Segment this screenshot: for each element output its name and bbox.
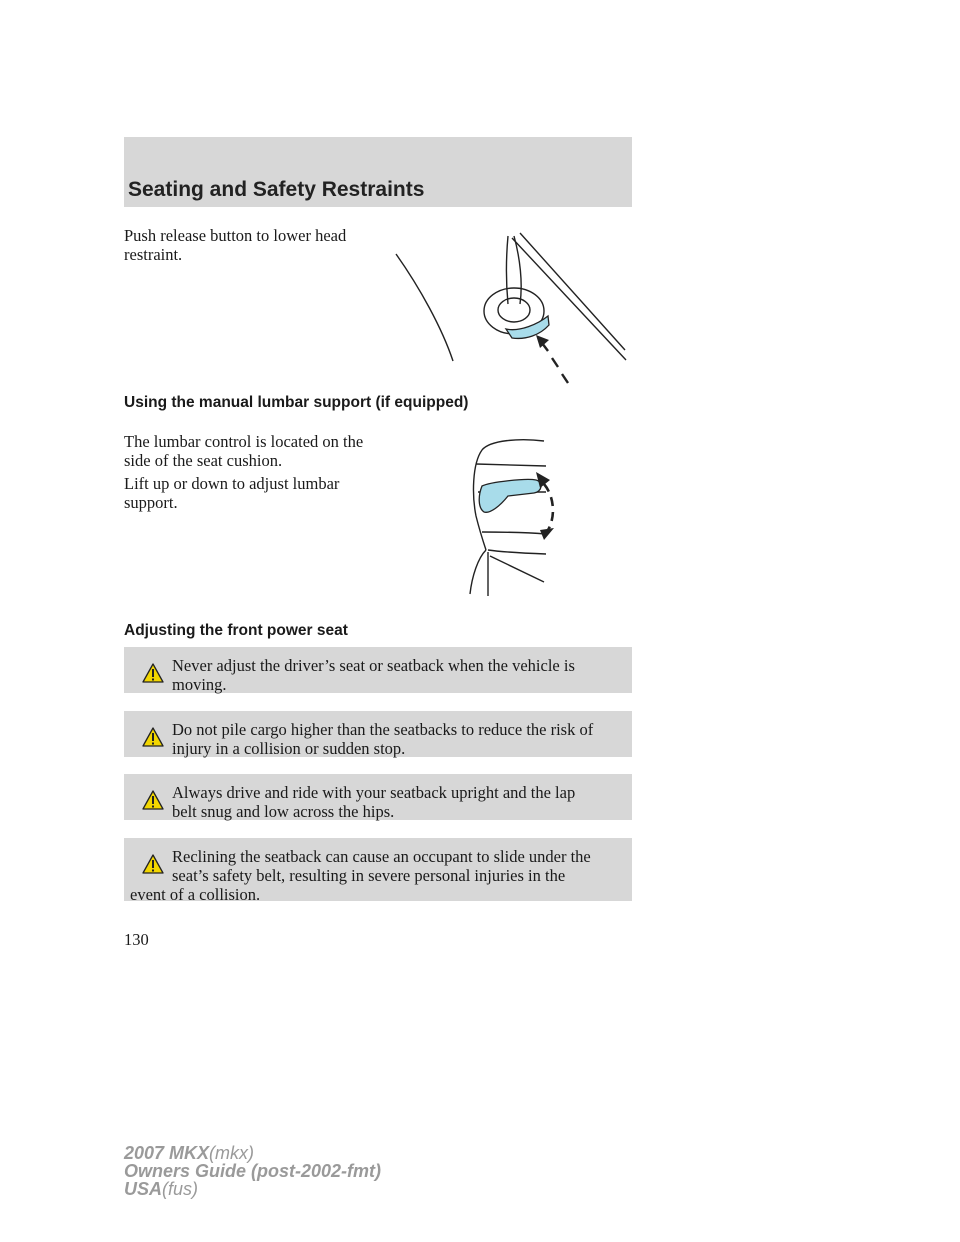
footer-model-code: (mkx) <box>209 1143 255 1163</box>
footer-guide: Owners Guide (post-2002-fmt) <box>124 1161 382 1181</box>
text-line: Push release button to lower head <box>124 226 347 245</box>
seat-edge-line-2 <box>512 238 626 360</box>
release-button <box>506 316 549 338</box>
warning-triangle-icon <box>142 663 164 683</box>
lumbar-lever <box>479 479 541 512</box>
post-left-line <box>507 236 509 304</box>
lumbar-text-2 <box>124 474 339 512</box>
footer-country: USA <box>124 1179 163 1199</box>
warning-box <box>124 647 632 693</box>
lumbar-illustration <box>460 436 560 598</box>
warning-box <box>124 838 632 904</box>
document-footer <box>124 1144 381 1198</box>
arrow-down-head <box>540 528 554 540</box>
text-line: restraint. <box>124 245 183 264</box>
warning-box <box>124 774 632 820</box>
text-line: Lift up or down to adjust lumbar <box>124 474 340 493</box>
power-seat-heading: Adjusting the front power seat <box>124 622 348 639</box>
lumbar-heading: Using the manual lumbar support (if equipped) <box>124 394 469 411</box>
footer-model: 2007 MKX <box>124 1143 210 1163</box>
warning-box <box>124 711 632 757</box>
lumbar-text-1 <box>124 432 363 470</box>
page-number: 130 <box>124 930 149 949</box>
adjust-arc <box>544 484 553 530</box>
arrow-head <box>536 335 549 348</box>
warning-triangle-icon <box>142 854 164 874</box>
text-line: support. <box>124 493 178 512</box>
warning-text: Never adjust the driver’s seat or seatback when the vehicle is moving. <box>172 656 575 694</box>
grommet-inner <box>498 298 530 322</box>
warning-text: Do not pile cargo higher than the seatbacks to reduce the risk of injury in a collision or sudden stop. <box>172 720 594 758</box>
text-line: The lumbar control is located on the <box>124 432 364 451</box>
seatback-edge-line <box>396 254 453 361</box>
footer-country-code: (fus) <box>162 1179 199 1199</box>
head-restraint-text <box>124 226 346 264</box>
warning-text: Reclining the seatback can cause an occupant to slide under the seat’s safety belt, resulting in severe personal injuries in the event of a collision. <box>130 847 591 904</box>
head-restraint-illustration <box>390 228 630 388</box>
warning-triangle-icon <box>142 727 164 747</box>
text-line: side of the seat cushion. <box>124 451 283 470</box>
warning-text: Always drive and ride with your seatback upright and the lap belt snug and low across the hips. <box>172 783 576 821</box>
section-title: Seating and Safety Restraints <box>128 178 425 201</box>
warning-triangle-icon <box>142 790 164 810</box>
